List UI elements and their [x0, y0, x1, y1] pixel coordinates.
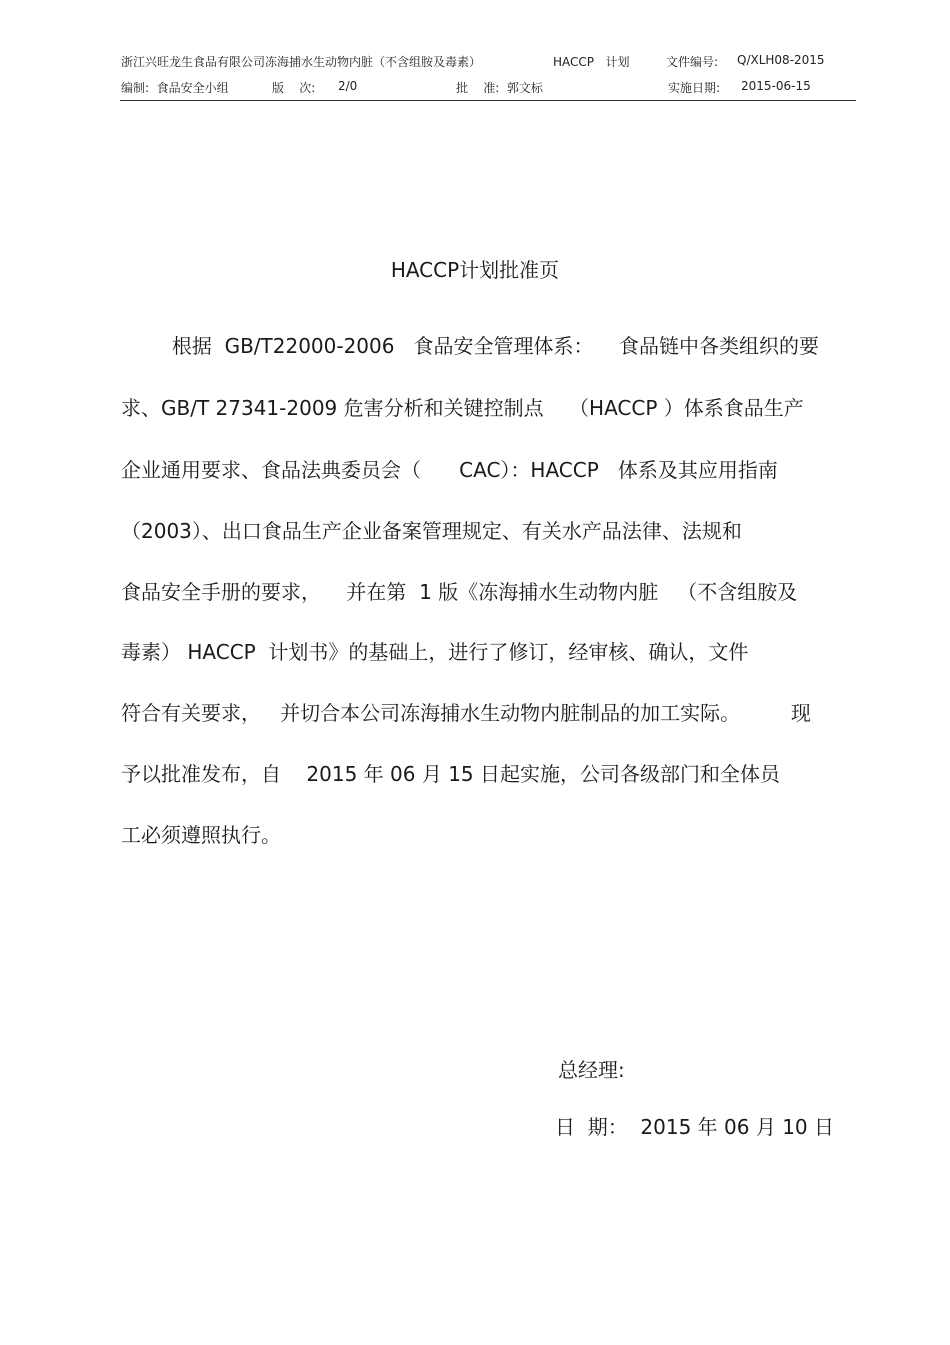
body-line: 食品安全手册的要求， 并在第 1 版《冻海捕水生动物内脏 （不含组胺及: [121, 580, 798, 604]
body-line: 毒素） HACCP 计划书》的基础上，进行了修订，经审核、确认，文件: [121, 640, 749, 664]
header-version-value: 2/0: [338, 79, 358, 93]
header-approved-by: 批 准: 郭文标: [456, 81, 543, 95]
header-version-label: 版 次:: [272, 81, 316, 95]
header-prepared-by: 编制: 食品安全小组: [121, 81, 229, 95]
header-effective-value: 2015-06-15: [741, 79, 811, 93]
manager-signature-label: 总经理:: [558, 1058, 625, 1082]
page-title: HACCP计划批准页: [390, 258, 560, 282]
body-line: 根据 GB/T22000-2006 食品安全管理体系： 食品链中各类组织的要: [121, 334, 819, 358]
header-plan-label: HACCP 计划: [553, 55, 630, 69]
body-line: 予以批准发布，自 2015 年 06 月 15 日起实施，公司各级部门和全体员: [121, 762, 781, 786]
body-line: 求、GB/T 27341-2009 危害分析和关键控制点 （HACCP ）体系食品生产: [121, 396, 804, 420]
header-divider: [120, 100, 856, 101]
header-effective-label: 实施日期:: [668, 81, 721, 95]
body-line: 工必须遵照执行。: [121, 823, 281, 847]
body-line: （2003）、出口食品生产企业备案管理规定、有关水产品法律、法规和: [121, 519, 742, 543]
header-doc-no-label: 文件编号:: [666, 55, 719, 69]
signature-date: 日 期： 2015 年 06 月 10 日: [555, 1115, 835, 1139]
body-line: 符合有关要求， 并切合本公司冻海捕水生动物内脏制品的加工实际。 现: [121, 701, 811, 725]
header-doc-no-value: Q/XLH08-2015: [737, 53, 825, 67]
header-company-doc: 浙江兴旺龙生食品有限公司冻海捕水生动物内脏（不含组胺及毒素）: [121, 55, 482, 69]
body-line: 企业通用要求、食品法典委员会（ CAC）：HACCP 体系及其应用指南: [121, 458, 778, 482]
